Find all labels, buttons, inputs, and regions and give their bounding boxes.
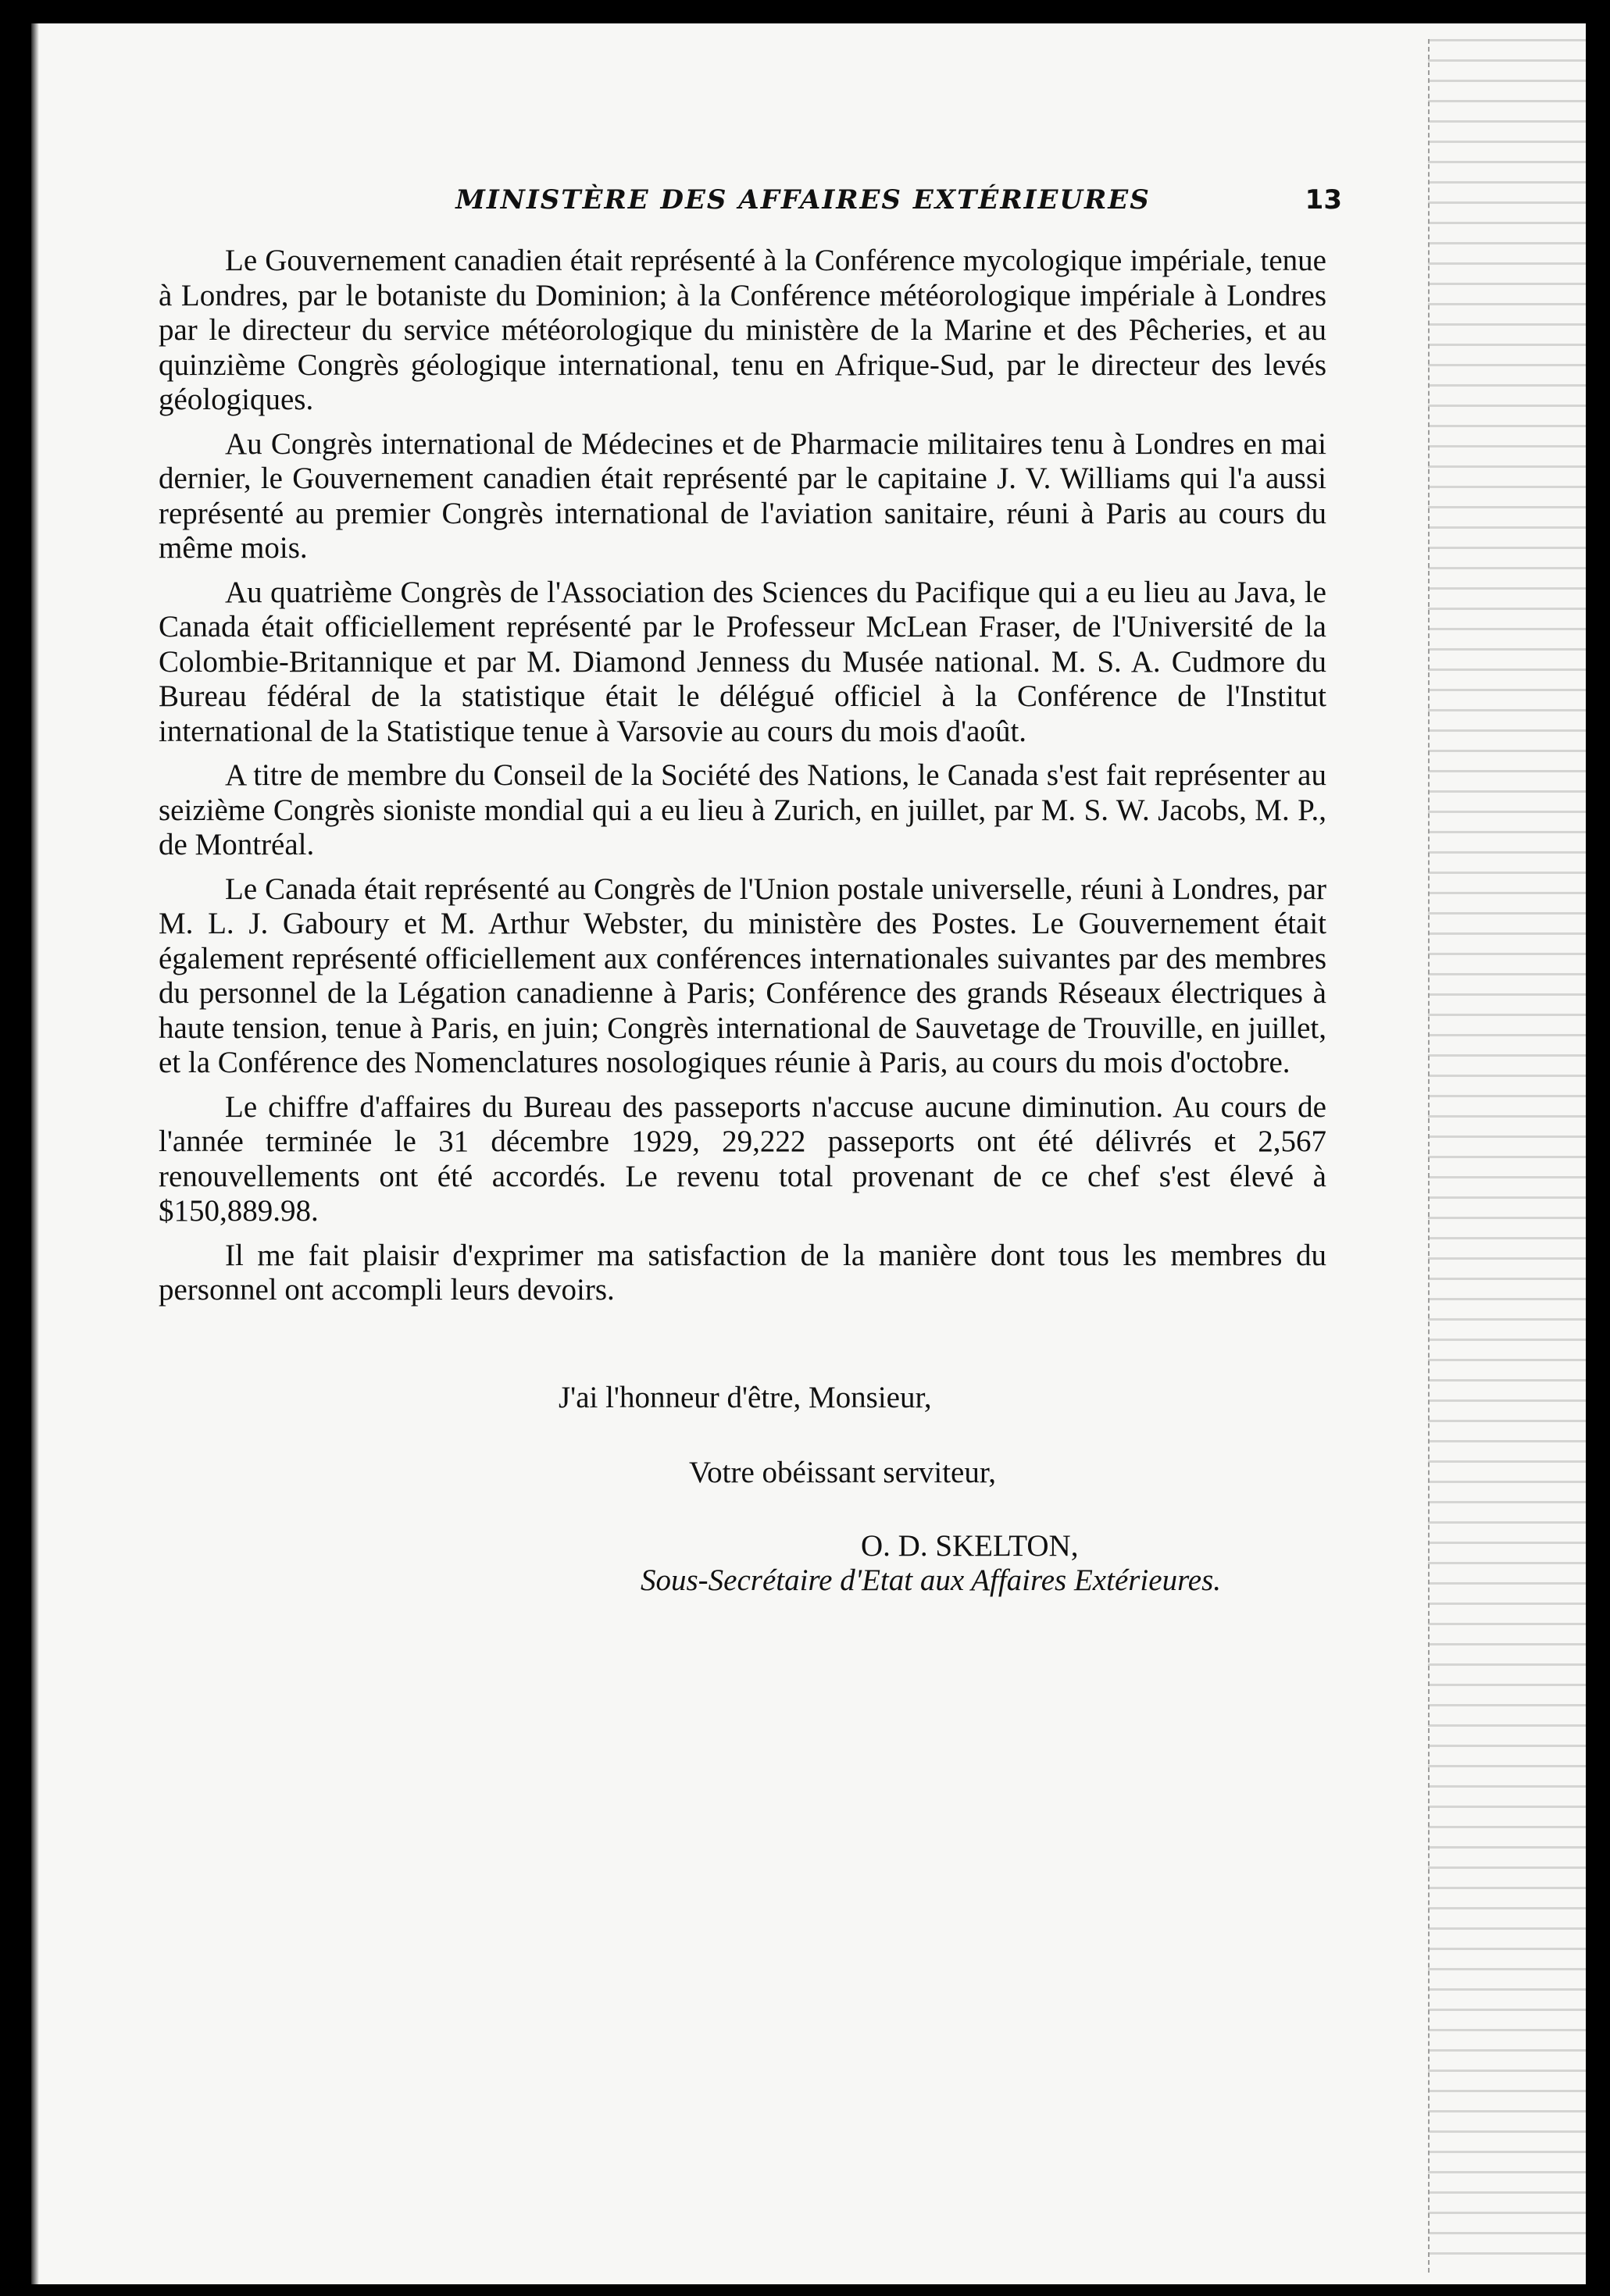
page-header	[194, 184, 1365, 231]
signatory-title: Sous-Secrétaire d'Etat aux Affaires Extérieures.	[641, 1563, 1222, 1597]
paragraph-military-medicine-congress: Au Congrès international de Médecines et de Pharmacie militaires tenu à Londres en mai dernier, le Gouvernement canadien était représenté par le capitaine J. V. Williams qui l'a aussi représenté au premier Congrès international de l'aviation sanitaire, réuni à Paris au cours du même mois.	[159, 426, 1326, 565]
running-head: MINISTÈRE DES AFFAIRES EXTÉRIEURES	[455, 184, 1151, 216]
paragraph-zionist-congress: A titre de membre du Conseil de la Société des Nations, le Canada s'est fait représenter au seizième Congrès sioniste mondial qui a eu lieu à Zurich, en juillet, par M. S. W. Jacobs, M. P., de Montréal.	[159, 758, 1326, 861]
complimentary-close: Votre obéissant serviteur,	[689, 1456, 997, 1489]
report-body	[159, 244, 1326, 1317]
paragraph-staff-thanks: Il me fait plaisir d'exprimer ma satisfaction de la manière dont tous les membres du personnel ont accompli leurs devoirs.	[159, 1238, 1326, 1307]
binding-gutter	[1428, 39, 1586, 2273]
signatory-name: O. D. SKELTON,	[861, 1529, 1079, 1563]
paragraph-pacific-science-congress: Au quatrième Congrès de l'Association des Sciences du Pacifique qui a eu lieu au Java, le Canada était officiellement représenté par le Professeur McLean Fraser, de l'Université de la Colombie-Britannique et par M. Diamond Jenness du Musée national. M. S. A. Cudmore du Bureau fédéral de la statistique était le délégué officiel à la Conférence de l'Institut international de la Statistique tenue à Varsovie au cours du mois d'août.	[159, 575, 1326, 748]
page-number: 13	[1305, 184, 1342, 216]
paragraph-postal-union-congress: Le Canada était représenté au Congrès de l'Union postale universelle, réuni à Londres, par M. L. J. Gaboury et M. Arthur Webster, du ministère des Postes. Le Gouvernement était également représenté officiellement aux conférences internationales suivantes par des membres du personnel de la Légation canadienne à Paris; Conférence des grands Réseaux électriques à haute tension, tenue à Paris, en juin; Congrès international de Sauvetage de Trouville, en juillet, et la Conférence des Nomenclatures nosologiques réunie à Paris, au cours du mois d'octobre.	[159, 872, 1326, 1079]
scanned-page	[31, 23, 1586, 2284]
paragraph-scientific-conferences: Le Gouvernement canadien était représenté à la Conférence mycologique impériale, tenue à Londres, par le botaniste du Dominion; à la Conférence météorologique impériale à Londres par le directeur du service météorologique du ministère de la Marine et des Pêcheries, et au quinzième Congrès géologique international, tenu en Afrique-Sud, par le directeur des levés géologiques.	[159, 244, 1326, 416]
salutation: J'ai l'honneur d'être, Monsieur,	[559, 1381, 932, 1414]
paragraph-passport-office: Le chiffre d'affaires du Bureau des passeports n'accuse aucune diminution. Au cours de l'année terminée le 31 décembre 1929, 29,222 passeports ont été délivrés et 2,567 renouvellements ont été accordés. Le revenu total provenant de ce chef s'est élevé à $150,889.98.	[159, 1089, 1326, 1228]
